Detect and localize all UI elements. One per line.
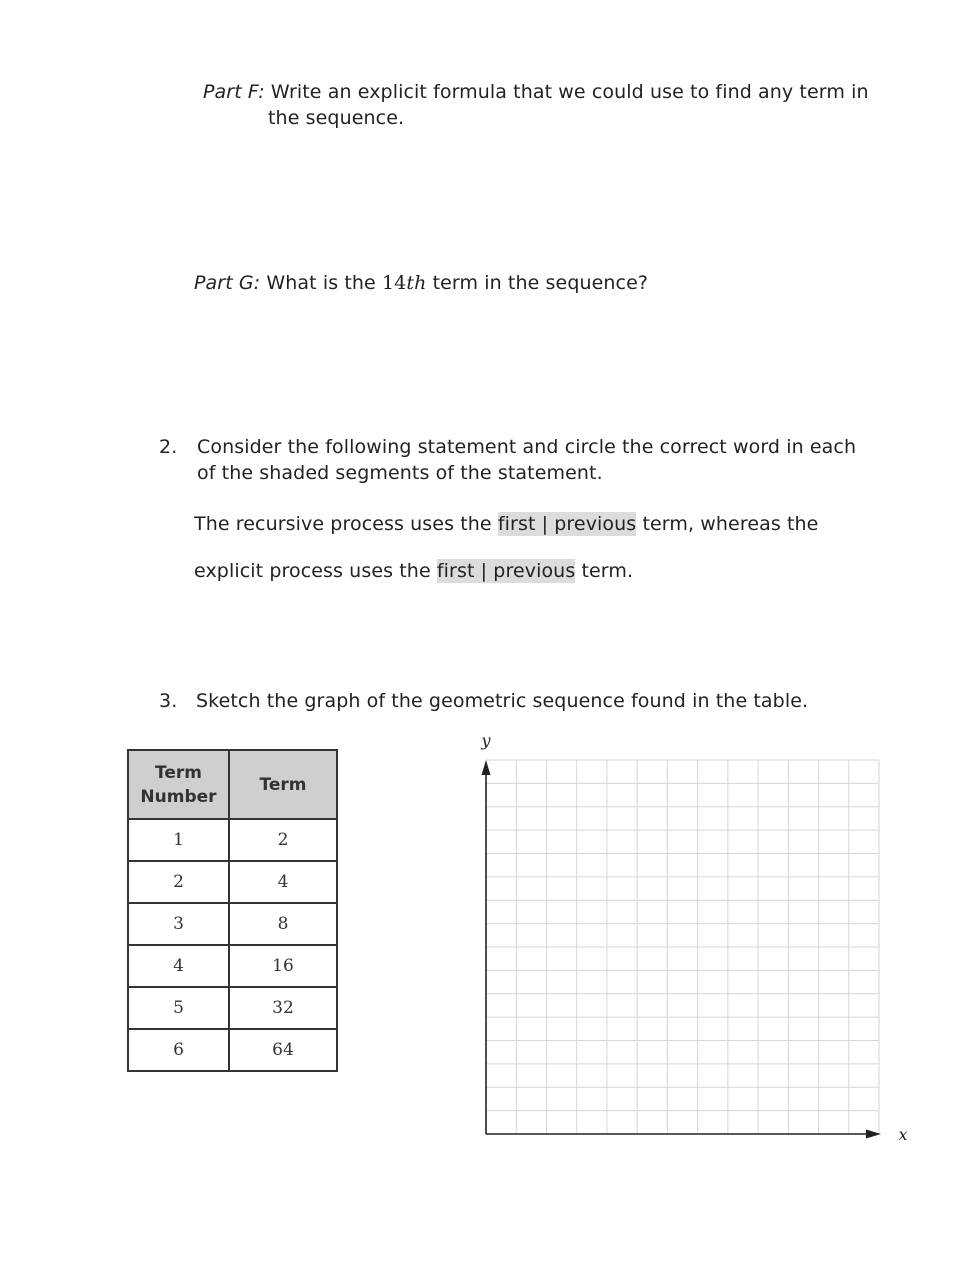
statement-line1	[194, 511, 818, 537]
part-g-prompt	[194, 270, 648, 296]
statement-line1-after: term, whereas the	[642, 513, 819, 535]
cell-term-number: 2	[128, 861, 229, 903]
cell-term: 64	[229, 1029, 337, 1071]
table-row	[128, 819, 337, 861]
cell-term: 2	[229, 819, 337, 861]
part-g-number: 14	[381, 272, 407, 294]
cell-term-number: 6	[128, 1029, 229, 1071]
x-axis-label: x	[898, 1125, 908, 1144]
cell-term: 8	[229, 903, 337, 945]
question-2-line2: of the shaded segments of the statement.	[197, 462, 603, 484]
header-term-number-line2: Number	[140, 786, 217, 807]
cell-term-number: 4	[128, 945, 229, 987]
shaded-choice-1[interactable]: first | previous	[497, 513, 637, 535]
part-f-prompt	[203, 79, 869, 105]
header-term: Term	[229, 750, 337, 819]
sequence-table	[127, 749, 338, 1072]
table-row	[128, 1029, 337, 1071]
statement-line2-after: term.	[581, 560, 634, 582]
cell-term-number: 1	[128, 819, 229, 861]
header-term-number-line1: Term	[155, 762, 202, 783]
cell-term-number: 5	[128, 987, 229, 1029]
question-2-number: 2.	[159, 436, 178, 458]
statement-line1-before: The recursive process uses the	[194, 513, 492, 535]
table-row	[128, 987, 337, 1029]
part-g-label: Part G:	[194, 272, 261, 294]
table-row	[128, 861, 337, 903]
statement-line2-before: explicit process uses the	[194, 560, 431, 582]
part-g-term-index	[382, 272, 426, 294]
y-axis-label: y	[481, 731, 491, 750]
cell-term: 32	[229, 987, 337, 1029]
part-g-after: term in the sequence?	[432, 272, 649, 294]
table-header-row	[128, 750, 337, 819]
statement-line2	[194, 558, 633, 584]
table-row	[128, 903, 337, 945]
y-axis-arrow-icon	[482, 760, 491, 775]
part-f-text: Write an explicit formula that we could use to find any term in	[270, 81, 869, 103]
part-g-before: What is the	[266, 272, 376, 294]
part-f-label: Part F:	[203, 81, 265, 103]
shaded-choice-2[interactable]: first | previous	[436, 560, 576, 582]
question-3-text: Sketch the graph of the geometric sequence found in the table.	[196, 690, 809, 712]
header-term-number	[128, 750, 229, 819]
part-f-text-line2: the sequence.	[268, 107, 405, 129]
table-row	[128, 945, 337, 987]
grid-lines	[486, 760, 879, 1134]
question-2-line1: Consider the following statement and circle the correct word in each	[197, 436, 857, 458]
question-3-number: 3.	[159, 690, 178, 712]
cell-term: 4	[229, 861, 337, 903]
cell-term-number: 3	[128, 903, 229, 945]
cell-term: 16	[229, 945, 337, 987]
part-g-suffix: th	[406, 272, 427, 294]
coordinate-grid[interactable]	[470, 728, 920, 1153]
